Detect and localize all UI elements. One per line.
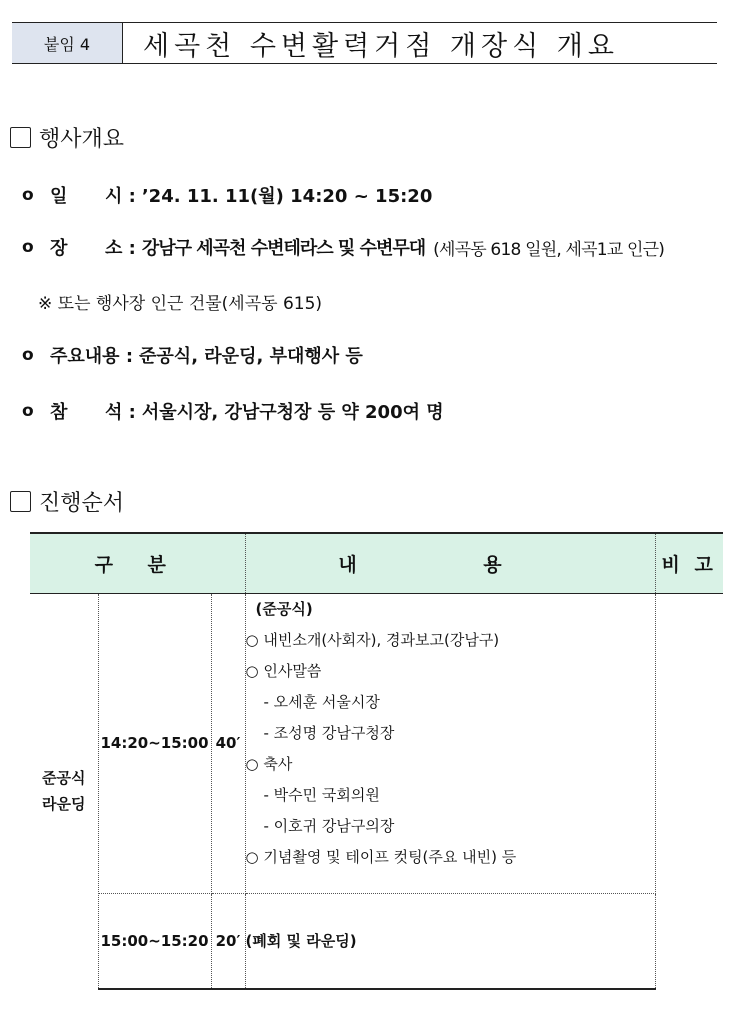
schedule-header-row (30, 533, 723, 593)
content-line: - 박수민 국회의원 (263, 785, 380, 804)
content-line: ○ 인사말씀 (245, 661, 322, 680)
table-row (30, 593, 723, 893)
content-line: - 이호귀 강남구의장 (263, 816, 395, 835)
checkbox-square-icon (10, 491, 31, 512)
schedule-table (30, 532, 723, 990)
content-line: ○ 축사 (245, 754, 293, 773)
duration-cell: 20′ (211, 893, 245, 989)
row-label: 장 소 : (50, 238, 136, 259)
header-category: 구 분 (30, 533, 245, 593)
overview-row-program (22, 342, 363, 368)
content-line: (폐회 및 라운딩) (245, 893, 655, 989)
section-heading-label: 행사개요 (39, 127, 125, 152)
row-value: 강남구 세곡천 수변테라스 및 수변무대 (141, 238, 426, 259)
content-line: ○ 기념촬영 및 테이프 컷팅(주요 내빈) 등 (245, 847, 517, 866)
header-remark: 비 고 (655, 533, 723, 593)
row-label: 일 시 : (50, 186, 136, 207)
document-title: 세곡천 수변활력거점 개장식 개요 (143, 30, 619, 62)
location-note: ※ 또는 행사장 인근 건물(세곡동 615) (38, 294, 323, 314)
row-value: ’24. 11. 11(월) 14:20 ~ 15:20 (141, 186, 433, 207)
section-heading-overview (10, 122, 124, 153)
content-line: - 조성명 강남구청장 (263, 723, 395, 742)
section-heading-label: 진행순서 (39, 491, 125, 516)
row-value: 서울시장, 강남구청장 등 약 200여 명 (141, 402, 444, 423)
bullet-icon: o (22, 237, 34, 257)
overview-row-attendees (22, 398, 444, 424)
bullet-icon: o (22, 185, 34, 205)
overview-row-datetime (22, 182, 432, 208)
content-cell (245, 593, 655, 893)
checkbox-square-icon (10, 127, 31, 148)
remark-cell (655, 593, 723, 989)
time-cell: 14:20~15:00 (98, 593, 211, 893)
section-heading-schedule (10, 486, 124, 517)
row-label: 주요내용 : (50, 346, 134, 367)
row-subvalue: (세곡동 618 일원, 세곡1교 인근) (433, 239, 665, 260)
bullet-icon: o (22, 345, 34, 365)
document-title-bar (12, 22, 717, 64)
overview-row-location (22, 234, 664, 260)
header-content: 내 용 (245, 533, 655, 593)
time-cell: 15:00~15:20 (98, 893, 211, 989)
content-line: (준공식) (255, 599, 313, 618)
row-value: 준공식, 라운딩, 부대행사 등 (139, 346, 363, 367)
content-line: - 오세훈 서울시장 (263, 692, 380, 711)
content-line: ○ 내빈소개(사회자), 경과보고(강남구) (245, 630, 500, 649)
attachment-badge: 붙임 4 (12, 23, 123, 63)
category-cell: 준공식 라운딩 (30, 593, 98, 989)
row-label: 참 석 : (50, 402, 136, 423)
table-row (30, 893, 723, 989)
duration-cell: 40′ (211, 593, 245, 893)
bullet-icon: o (22, 401, 34, 421)
